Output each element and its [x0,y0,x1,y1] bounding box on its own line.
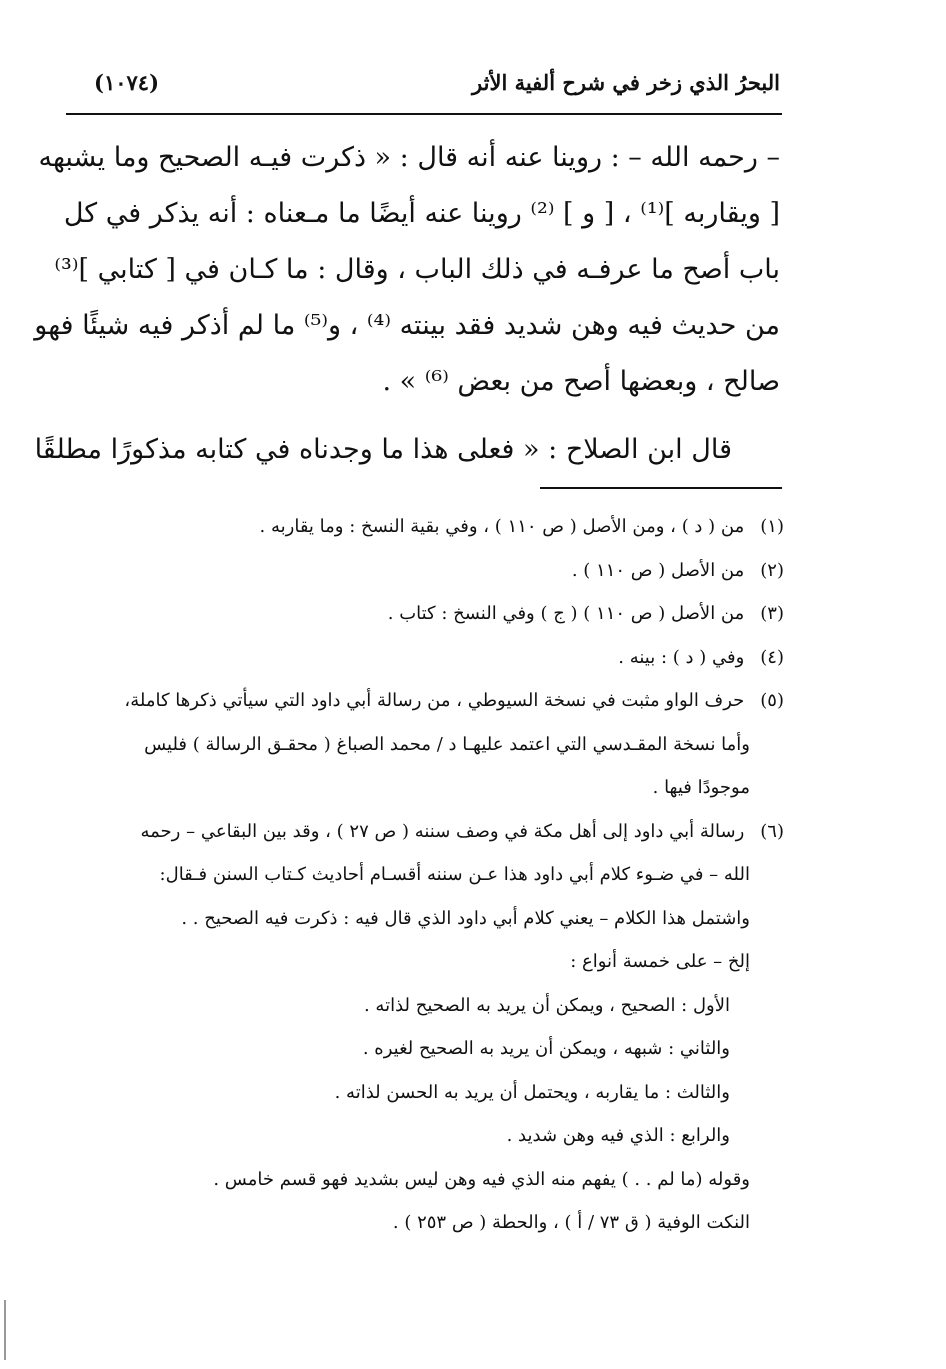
page-number: (١٠٧٤) [94,70,159,95]
footnote-continuation: واشتمل هذا الكلام – يعني كلام أبي داود الذي قال فيه : ذكرت فيه الصحيح . . [181,907,750,929]
footnote-continuation: الله – في ضـوء كلام أبي داود هذا عـن سننه أقسـام أحاديث كـتاب السنن فـقال: [159,864,750,885]
footnote-6 [66,810,784,854]
footnote-list-item: والثالث : ما يقاربه ، ويحتمل أن يريد به الحسن لذاته . [334,1081,730,1103]
footnote-text: وفي ( د ) : بينه . [618,646,745,668]
footnote-continuation: النكت الوفية ( ق ٧٣ / أ ) ، والحطة ( ص ٢٥٣ ) . [392,1212,750,1233]
main-text [34,130,780,410]
footnote-5 [66,679,784,723]
scan-edge-mark [4,1300,6,1360]
footnotes [66,505,784,1245]
page-header [66,66,780,108]
footnote-list-item: الأول : الصحيح ، ويمكن أن يريد به الصحيح لذاته . [363,994,730,1016]
footnote-number: (٢) [760,559,784,581]
main-text-line: صالح ، وبعضها أصح من بعض ⁽⁶⁾ » . [382,366,780,397]
footnote-number: (٥) [760,690,784,711]
main-text-line: [ ويقاربه ]⁽¹⁾ ، [ و ] ⁽²⁾ روينا عنه أيضًا ما مـعناه : أنه يذكر في كل [63,198,780,229]
footnote-3 [66,592,784,636]
footnote-separator [540,487,782,489]
footnote-continuation: وأما نسخة المقـدسي التي اعتمد عليهـا د / محمد الصباغ ( محقـق الرسالة ) فليس [144,733,750,755]
footnote-text: من الأصل ( ص ١١٠ ) . [571,559,745,581]
footnote-text: حرف الواو مثبت في نسخة السيوطي ، من رسالة أبي داود التي سيأتي ذكرها كاملة، [124,690,745,711]
footnote-4 [66,636,784,680]
footnote-continuation: إلخ – على خمسة أنواع : [570,951,750,972]
footnote-text: رسالة أبي داود إلى أهل مكة في وصف سننه ( ص ٢٧ ) ، وقد بين البقاعي – رحمه [140,820,745,842]
footnote-number: (٤) [760,646,784,668]
footnote-list-item: والرابع : الذي فيه وهن شديد . [506,1125,730,1146]
footnote-number: (٦) [760,820,784,842]
footnote-text: من الأصل ( ص ١١٠ ) ( ج ) وفي النسخ : كتاب . [387,603,745,624]
header-rule [66,113,782,115]
footnote-number: (١) [760,516,784,537]
footnote-text: من ( د ) ، ومن الأصل ( ص ١١٠ ) ، وفي بقية النسخ : وما يقاربه . [259,516,745,537]
main-text-line: باب أصح ما عرفـه في ذلك الباب ، وقال : ما كـان في [ كتابي ]⁽³⁾ [54,254,780,285]
quote-paragraph: قال ابن الصلاح : « فعلى هذا ما وجدناه في كتابه مذكورًا مطلقًا [34,434,732,465]
main-text-line: – رحمه الله – : روينا عنه أنه قال : « ذكرت فيـه الصحيح وما يشبهه [38,142,780,173]
footnote-list-item: والثاني : شبهه ، ويمكن أن يريد به الصحيح لغيره . [362,1038,730,1059]
footnote-continuation: وقوله (ما لم . . ) يفهم منه الذي فيه وهن ليس بشديد فهو قسم خامس . [213,1168,750,1190]
footnote-number: (٣) [760,603,784,624]
footnote-continuation: موجودًا فيها . [652,777,750,798]
footnote-2 [66,549,784,593]
main-text-line: من حديث فيه وهن شديد فقد بينته ⁽⁴⁾ ، و⁽⁵⁾ ما لم أذكر فيه شيئًا فهو [34,310,780,341]
running-title: البحرُ الذي زخر في شرح ألفية الأثر [472,70,780,95]
footnote-1 [66,505,784,549]
